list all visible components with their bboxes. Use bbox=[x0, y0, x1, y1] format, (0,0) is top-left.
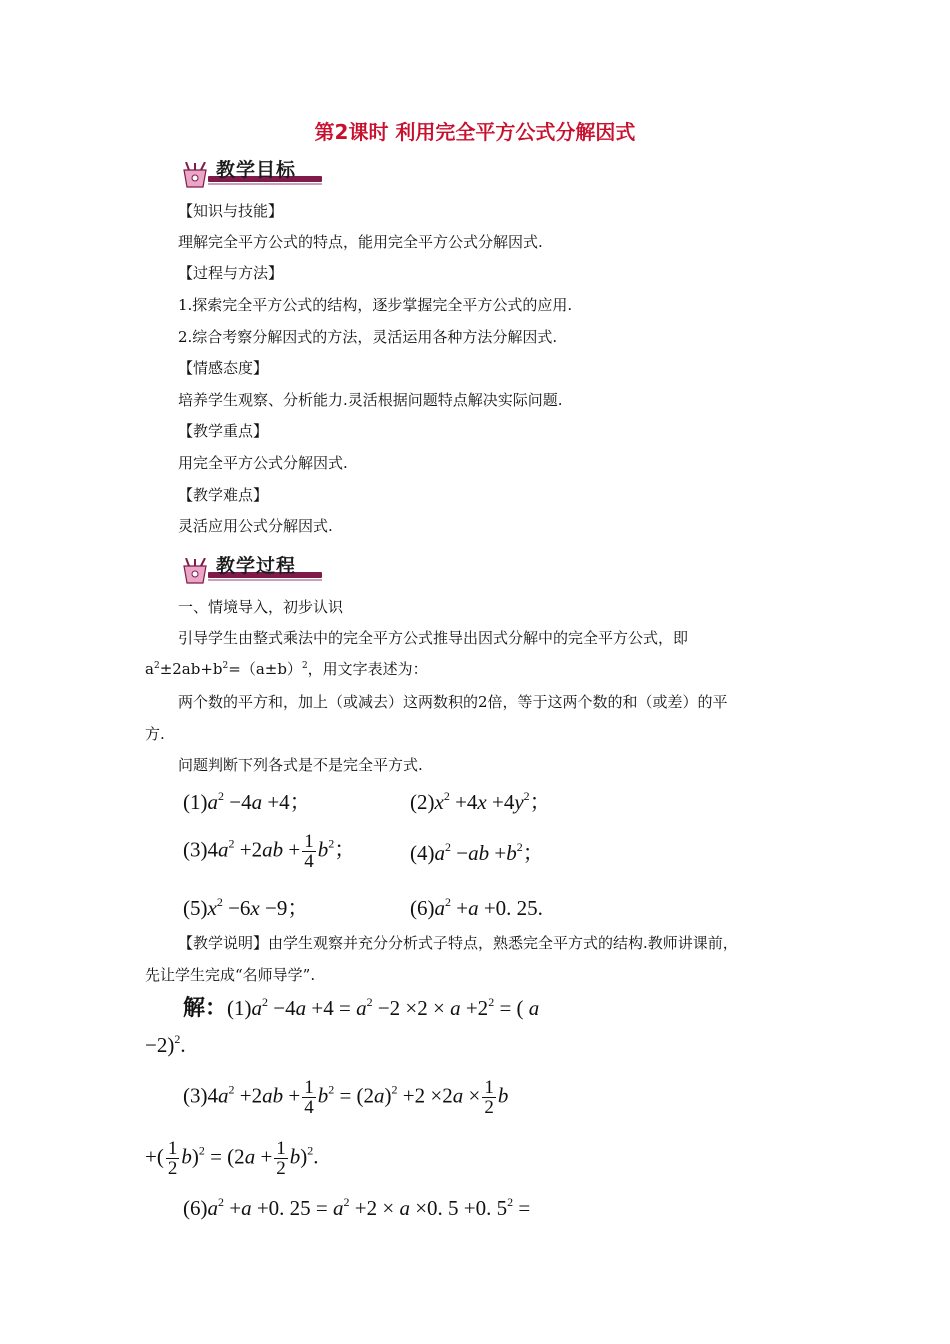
paragraph-rule-line2: 方. bbox=[145, 725, 165, 743]
solution-3-line1: $(3)4a^2 +2ab$ + $\frac{1}{4}$ $b^2 = (2a)^2 +2 \times 2a$ × $\frac{1}{2}$ b bbox=[183, 1077, 509, 1118]
paragraph-knowledge: 理解完全平方公式的特点，能用完全平方公式分解因式. bbox=[178, 233, 543, 251]
paragraph-attitude: 培养学生观察、分析能力.灵活根据问题特点解决实际问题. bbox=[178, 391, 563, 409]
step-heading: 一、情境导入，初步认识 bbox=[178, 598, 344, 616]
heading-knowledge: 【知识与技能】 bbox=[178, 202, 284, 220]
exercise-6: $(6)a^2 +a +0$. 25. bbox=[410, 895, 543, 920]
heading-key-point: 【教学重点】 bbox=[178, 422, 269, 440]
paragraph-process-1: 1.探索完全平方公式的结构，逐步掌握完全平方公式的应用. bbox=[178, 296, 573, 314]
exercise-3: $(3)4a^2 +2ab$ + $\frac{1}{4}$ $b^2$； bbox=[183, 831, 356, 872]
section-badge-label: 教学目标 bbox=[216, 159, 297, 181]
heading-attitude: 【情感态度】 bbox=[178, 359, 269, 377]
exercise-1: $(1)a^2 -4a +4$； bbox=[183, 789, 311, 814]
paragraph-key-point: 用完全平方公式分解因式. bbox=[178, 454, 348, 472]
paragraph-intro-line2: $a^2\pm 2ab+b^2=(a\pm b)^2$，用文字表述为： bbox=[145, 660, 428, 678]
paragraph-intro-line1: 引导学生由整式乘法中的完全平方公式推导出因式分解中的完全平方公式，即 bbox=[178, 629, 689, 647]
section-badge-process bbox=[170, 546, 325, 588]
exercise-4: $(4)a^2 -ab +b^2$； bbox=[410, 840, 544, 865]
exercise-2: $(2)x^2 +4x +4y^2$； bbox=[410, 789, 551, 814]
pencil-cup-icon bbox=[180, 558, 210, 584]
paragraph-difficulty: 灵活应用公式分解因式. bbox=[178, 517, 333, 535]
heading-process: 【过程与方法】 bbox=[178, 264, 284, 282]
paragraph-rule-line1: 两个数的平方和，加上（或减去）这两数积的2倍，等于这两个数的和（或差）的平 bbox=[178, 693, 728, 711]
teaching-note-line2: 先让学生完成“名师导学”. bbox=[145, 966, 316, 984]
section-badge-label: 教学过程 bbox=[216, 555, 297, 577]
section-badge-objectives bbox=[170, 150, 325, 192]
exercise-5: $(5)x^2 -6x -9$； bbox=[183, 895, 309, 920]
pencil-cup-icon bbox=[180, 162, 210, 188]
solution-1-line1: 解：$(1)a^2 -4a +4 = a^2 -2 \times 2 \times a +2^2$ = ( a bbox=[183, 995, 540, 1021]
paragraph-intro-suffix: ，用文字表述为： bbox=[307, 660, 428, 678]
teaching-note-line1: 【教学说明】由学生观察并充分分析式子特点，熟悉完全平方式的结构.教师讲课前， bbox=[178, 934, 738, 952]
solution-3-line2: +( $\frac{1}{2}$ b)$^2$ = (2a + $\frac{1}{2}$ b)$^2$. bbox=[145, 1138, 319, 1179]
paragraph-process-2: 2.综合考察分解因式的方法，灵活运用各种方法分解因式. bbox=[178, 328, 558, 346]
solution-6-line1: $(6)a^2 +a +0$. $25 = a^2 +2 \times a \times 0$. 5 +0. $5^2$ = bbox=[183, 1195, 531, 1220]
page-title: 第2课时 利用完全平方公式分解因式 bbox=[314, 120, 636, 144]
solution-label: 解 bbox=[183, 996, 206, 1021]
question-text: 问题判断下列各式是不是完全平方式. bbox=[178, 756, 423, 774]
heading-difficulty: 【教学难点】 bbox=[178, 486, 269, 504]
solution-1-line2: −2)$^2$. bbox=[145, 1032, 186, 1057]
